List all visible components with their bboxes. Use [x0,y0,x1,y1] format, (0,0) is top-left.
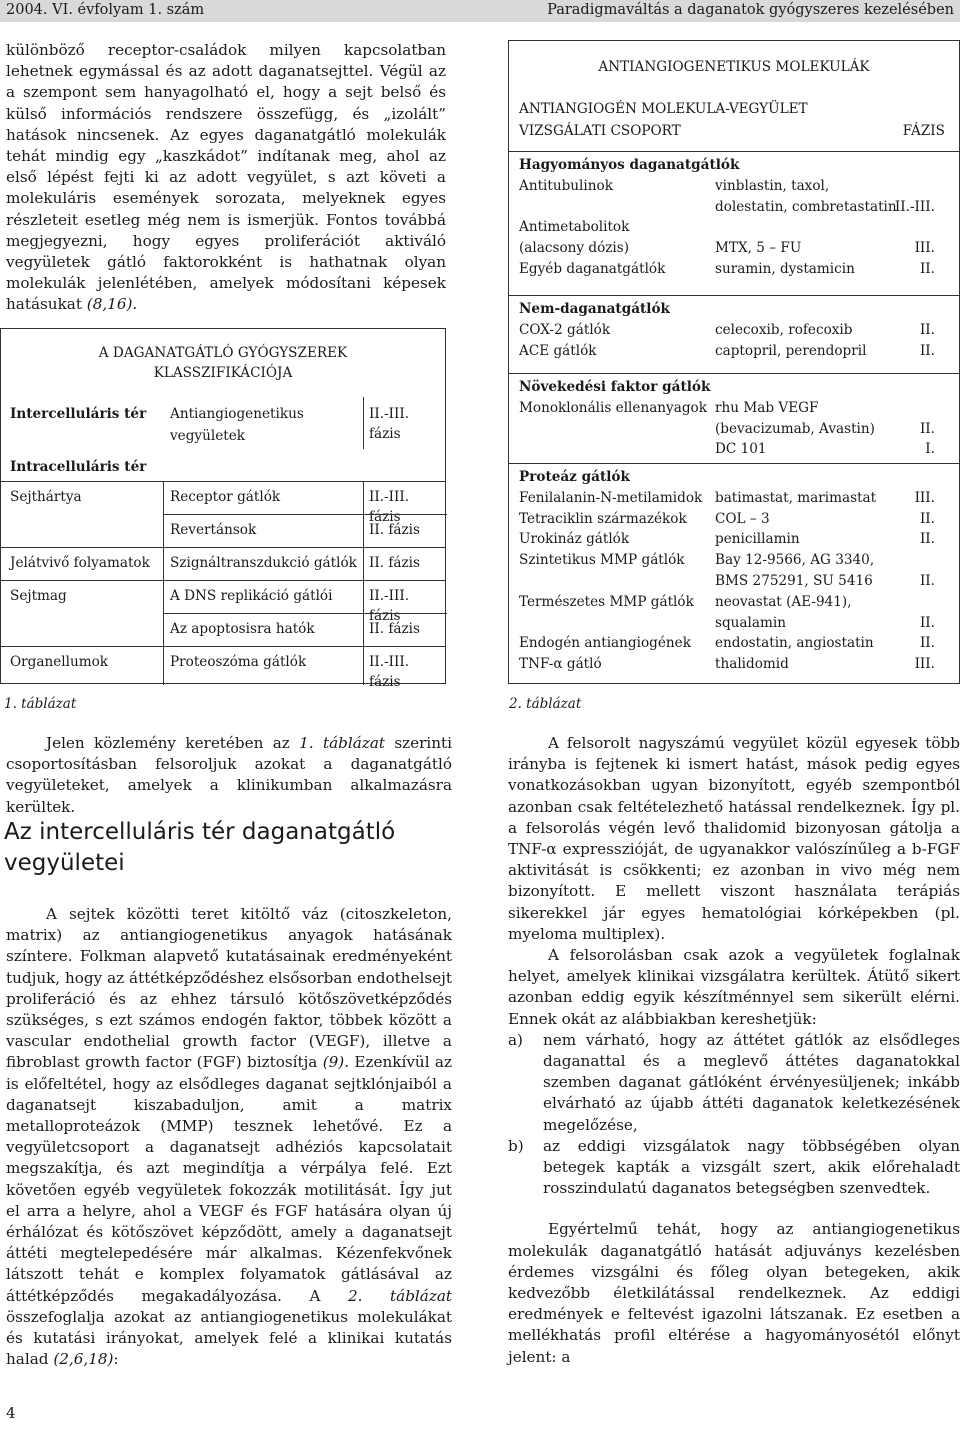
table-2-group-title: Növekedési faktor gátlók [519,379,711,395]
table-1 [0,328,446,690]
table-2-cell: Antimetabolitok [519,219,630,236]
table-2-title: ANTIANGIOGENETIKUS MOLEKULÁK [598,59,870,75]
table-1-cell: II. fázis [369,522,421,538]
table-2-cell: III. [914,240,935,257]
table-1-cell: II.-III. fázis [369,588,410,624]
running-header [0,0,960,22]
table-2-cell: Egyéb daganatgátlók [519,261,666,277]
table-2-cell: ACE gátlók [519,342,597,359]
table-1-cell: Jelátvivő folyamatok [10,555,150,571]
table-2-group-title: Hagyományos daganatgátlók [519,157,740,173]
table-2-cell: BMS 275291, SU 5416 [715,573,873,589]
table-2-head-phase: FÁZIS [902,123,945,139]
table-1-caption: 1. táblázat [4,696,77,712]
table-2-group-title: Proteáz gátlók [519,469,630,485]
table-1-cell: Antiangiogenetikus [170,406,304,422]
table-2-cell: II. [919,614,935,631]
table-1-cell: Intracelluláris tér [10,459,147,475]
table-2-cell: (alacsony dózis) [519,240,630,257]
table-2-cell: II. [919,635,935,652]
table-2-cell: TNF-α gátló [519,656,602,673]
reasons-list [508,1030,960,1200]
table-1-cell: Sejthártya [10,489,82,505]
table-2-cell: II. [919,420,935,437]
right-p2: A felsorolásban csak azok a vegyületek foglalnak helyet, amelyek klinikai vizsgálatra kerültek. Átütő sikert azonban eddig egyik készítménnyel sem sikerült elérni. Ennek okát az alábbiakban kereshetjük: [508,946,960,1028]
table-2-cell: (bevacizumab, Avastin) [715,420,875,437]
table-1-cell: Az apoptosisra hatók [170,621,315,637]
table-2-cell: I. [925,441,935,458]
table-2-cell: endostatin, angiostatin [715,635,874,652]
table-2-cell: III. [914,489,935,506]
table-2-cell: Természetes MMP gátlók [519,593,694,610]
right-p3: Egyértelmű tehát, hogy az antiangiogenetikus molekulák daganatgátló hatását adjuványs kezelésben érdemes vizsgálni és főleg olyan betegeken, akik kedvezőbb életkilátással rendelkeznek. Az eddigi eredmények e feltevést igazolni látszanak. Ez esetben a mellékhatás profil eltérése a hagyományosétól előnyt jelent: a [508,1220,960,1366]
table-2-cell: Tetraciklin származékok [519,510,687,527]
table-2-cell: neovastat (AE-941), [715,593,852,610]
section-heading: Az intercelluláris tér daganatgátló vegyületei [4,819,396,876]
right-column [508,733,960,1368]
journal-issue: 2004. VI. évfolyam 1. szám [6,2,205,18]
table-2-cell: Endogén antiangiogének [519,635,691,652]
table-2-cell: Szintetikus MMP gátlók [519,552,685,569]
table-2-cell: COX-2 gátlók [519,321,611,338]
table-1-cell: Organellumok [10,654,109,670]
table-2-cell: II. [919,261,935,277]
table-2-cell: celecoxib, rofecoxib [715,321,853,338]
left-column-p2: A sejtek közötti teret kitöltő váz (citoszkeleton, matrix) az antiangiogenetikus anyagok hatásának színtere. Folkman alapvető kutatásainak eredményeként tudjuk, hogy az áttétképződéshez elsősorban endothelsejt proliferáció és az ehhez társuló kötőszövetképződés szükséges, s ezt számos endogén faktor, többek között a vascular endothelial growth factor (VEGF), illetve a fibroblast growth factor (FGF) biztosítja (9). Ezenkívül az is előfeltétel, hogy az elsődleges daganat sejtklónjaiból a daganatsejt kiszabaduljon, amit a matrix metalloproteázok (MMP) tesznek lehetővé. Ez a vegyületcsoport a daganatsejt adhéziós kapcsolatait megszakítja, és azt megindítja a vérpálya felé. Ezt követően egyéb vegyületek fokozzák motilitását. Így jut el arra a helyre, ahol a VEGF és FGF hatására olyan új érhálózat és kötőszövet képződött, amely a daganatsejt áttéti megtelepedésére már alkalmas. Kézenfekvőnek látszott tehát e komplex folyamatok gátlásával az áttétképződés megakadályozása. A 2. táblázat összefoglalja azokat az antiangiogenetikus molekulákat és kutatási irányokat, amelyek felé a klinikai kutatás halad (2,6,18): [6,905,452,1369]
table-2-cell: squalamin [715,614,786,631]
table-2-cell: MTX, 5 – FU [715,240,802,257]
intro-paragraph: különböző receptor-családok milyen kapcsolatban lehetnek egymással és az adott daganatsejttel. Végül az a szempont sem hanyagolható el, hogy a sejt belső és külső információs rendszere összefügg, és „izolált” hatások nincsenek. Az egyes daganatgátló molekulák tehát mindig egy „kaszkádot” indítanak meg, ahol az első lépést fejti ki az adott vegyület, s azt követi a molekuláris események sorozata, melyeknek egyes részleteit esetleg még nem is ismerjük. Fontos továbbá megjegyezni, hogy egyes proliferációt aktiváló vegyületek gátló faktorokként is hathatnak olyan molekulák jelenlétében, amelyek módosítani képesek hatásukat (8,16). [6,41,446,314]
table-2-cell: II. [919,573,935,589]
table-2-cell: captopril, perendopril [715,342,867,359]
table-2-cell: II.-III. [894,198,935,215]
table-2-cell: Fenilalanin-N-metilamidok [519,489,703,506]
table-2-cell: vinblastin, taxol, [715,177,830,194]
table-2-head: ANTIANGIOGÉN MOLEKULA-VEGYÜLET [519,101,808,117]
table-1-cell: Intercelluláris tér [10,406,147,422]
list-item: b) az eddigi vizsgálatok nagy többségében olyan betegek kapták a vizsgált szert, akik előrehaladt rosszindulatú daganatos betegségben szenvedtek. [508,1136,960,1198]
table-1-cell: Sejtmag [10,588,67,604]
table-2-cell: II. [919,342,935,359]
table-2-cell: III. [914,656,935,673]
table-2-head: VIZSGÁLATI CSOPORT [519,123,681,139]
table-2-cell: batimastat, marimastat [715,489,877,506]
table-1-cell: II.-III. fázis [369,654,410,690]
table-1-cell: II.-III. fázis [369,406,410,442]
table-2-cell: COL – 3 [715,510,770,527]
table-2-cell: Bay 12-9566, AG 3340, [715,552,875,569]
table-2-cell: Urokináz gátlók [519,531,630,548]
table-1-cell: Proteoszóma gátlók [170,654,307,670]
table-2-cell: thalidomid [715,656,789,673]
table-2-cell: DC 101 [715,441,767,458]
table-2-cell: Antitubulinok [519,177,613,194]
page-number: 4 [6,1404,16,1422]
table-1-cell: vegyületek [170,428,245,444]
table-2-cell: II. [919,321,935,338]
left-column-p1: Jelen közlemény keretében az 1. táblázat szerinti csoportosításban felsoroljuk azokat a daganatgátló vegyületeket, amelyek a klinikumban alkalmazásra kerültek. [6,734,452,816]
table-1-cell: A DNS replikáció gátlói [170,588,333,604]
table-1-cell: Receptor gátlók [170,489,281,505]
table-2-cell: II. [919,531,935,548]
table-1-cell: II. fázis [369,621,421,637]
article-title: Paradigmaváltás a daganatok gyógyszeres kezelésében [547,2,954,18]
table-2-group-title: Nem-daganatgátlók [519,301,670,317]
table-1-cell: Szignáltranszdukció gátlók [170,555,357,571]
table-2-cell: Monoklonális ellenanyagok [519,399,707,416]
table-1-cell: II. fázis [369,555,421,571]
table-1-cell: II.-III. fázis [369,489,410,525]
table-2-caption: 2. táblázat [509,696,582,712]
table-2-cell: rhu Mab VEGF [715,399,819,416]
table-2-cell: II. [919,510,935,527]
table-2-cell: dolestatin, combretastatin [715,198,897,215]
table-1-title: A DAGANATGÁTLÓ GYÓGYSZEREK KLASSZIFIKÁCIÓJA [98,345,348,381]
table-1-cell: Revertánsok [170,522,257,538]
list-item: a) nem várható, hogy az áttétet gátlók az elsődleges daganattal és a meglevő áttétes daganatokkal szemben daganat gátlóként érvényesüljenek; inkább elvárható az újabb áttéti daganatok keletkezésének megelőzése, [508,1030,960,1134]
table-2-cell: suramin, dystamicin [715,261,855,277]
table-2-cell: penicillamin [715,531,800,548]
table-2 [508,40,960,684]
right-p1: A felsorolt nagyszámú vegyület közül egyesek több irányba is fejtenek ki ismert hatást, mások pedig egyes vonatkozásokban ugyan bizonyított, egyéb szempontból azonban csak feltételezhető hatással rendelkeznek. Így pl. a felsorolás végén levő thalidomid bizonyosan gátolja a TNF-α expresszióját, de ugyanakkor valószínűleg a b-FGF aktivitását is csökkenti; ez azonban in vivo még nem bizonyított. E mellett viszont használata terápiás sikerekkel jár egyes hematológiai kórképekben (pl. myeloma multiplex). [508,734,960,943]
